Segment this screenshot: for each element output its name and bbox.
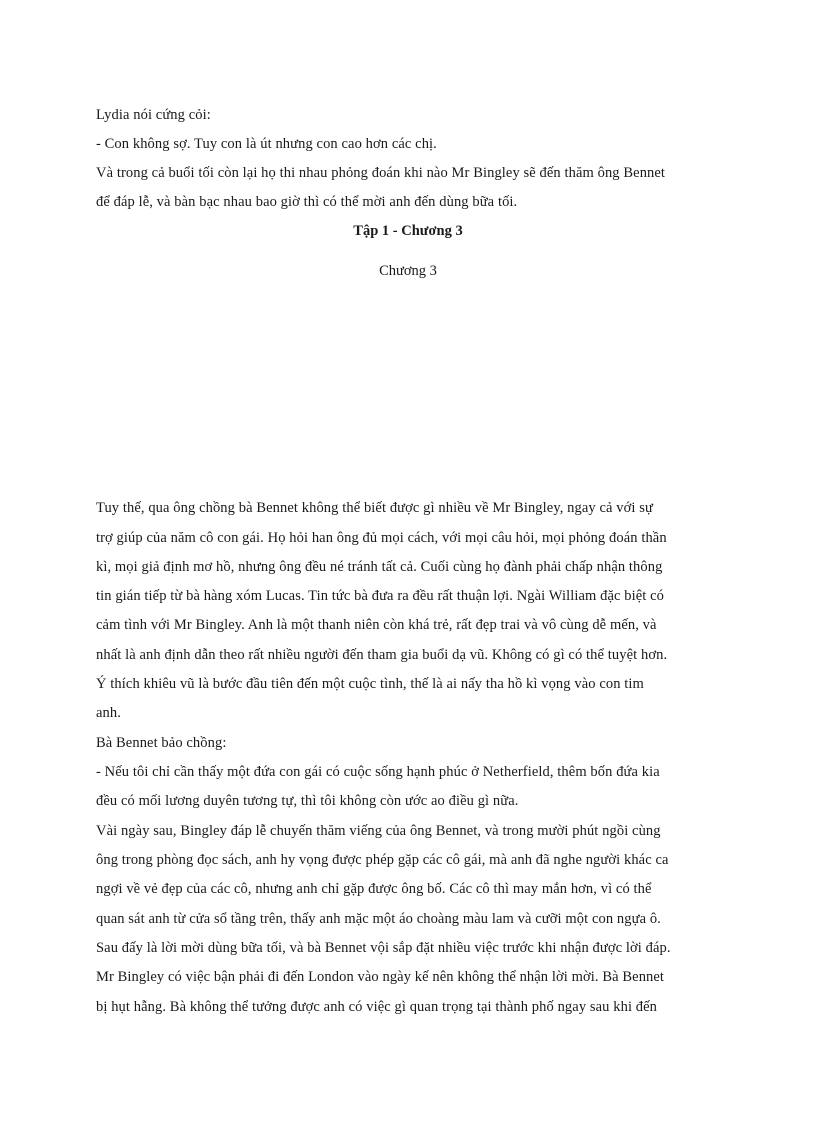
chapter-subtitle: Chương 3 [379, 263, 437, 279]
text-line: bị hụt hẫng. Bà không thể tưởng được anh có việc gì quan trọng tại thành phố ngay sau khi đến [96, 999, 658, 1015]
text-line: Mr Bingley có việc bận phải đi đến London vào ngày kế nên không thể nhận lời mời. Bà Bennet [96, 969, 665, 985]
text-line: kì, mọi giả định mơ hồ, nhưng ông đều né tránh tất cả. Cuối cùng họ đành phải chấp nhận thông [96, 559, 663, 575]
text-line: trợ giúp của năm cô con gái. Họ hỏi han ông đủ mọi cách, với mọi câu hỏi, mọi phỏng đoán thần [96, 530, 667, 546]
text-line: ngợi về vẻ đẹp của các cô, nhưng anh chỉ gặp được ông bố. Các cô thì may mắn hơn, vì có thể [96, 881, 652, 897]
text-line: quan sát anh từ cửa sổ tầng trên, thấy anh mặc một áo choàng màu lam và cưỡi một con ngựa ô. [96, 911, 661, 927]
text-line: Bà Bennet bảo chồng: [96, 735, 227, 751]
text-line: Ý thích khiêu vũ là bước đầu tiên đến một cuộc tình, thế là ai nấy tha hồ kì vọng vào con tim [96, 676, 644, 692]
text-line: - Con không sợ. Tuy con là út nhưng con cao hơn các chị. [96, 136, 437, 152]
chapter-title: Tập 1 - Chương 3 [353, 223, 463, 239]
text-line: để đáp lễ, và bàn bạc nhau bao giờ thì có thể mời anh đến dùng bữa tối. [96, 194, 518, 210]
text-line: Sau đấy là lời mời dùng bữa tối, và bà Bennet vội sắp đặt nhiều việc trước khi nhận được lời đáp. [96, 940, 671, 956]
text-line: tin gián tiếp từ bà hàng xóm Lucas. Tin tức bà đưa ra đều rất thuận lợi. Ngài William đặc biệt có [96, 588, 665, 604]
text-line: cảm tình với Mr Bingley. Anh là một thanh niên còn khá trẻ, rất đẹp trai và vô cùng dễ mến, và [96, 617, 657, 633]
text-line: ông trong phòng đọc sách, anh hy vọng được phép gặp các cô gái, mà anh đã nghe người khác ca [96, 852, 669, 868]
text-line: anh. [96, 705, 121, 721]
text-line: nhất là anh định dẫn theo rất nhiều người đến tham gia buổi dạ vũ. Không có gì có thể tuyệt hơn. [96, 647, 668, 663]
text-line: Vài ngày sau, Bingley đáp lễ chuyến thăm viếng của ông Bennet, và trong mười phút ngồi cùng [96, 823, 661, 839]
text-line: Lydia nói cứng cỏi: [96, 107, 211, 123]
text-line: đều có mối lương duyên tương tự, thì tôi không còn ước ao điều gì nữa. [96, 793, 519, 809]
text-line: Và trong cả buổi tối còn lại họ thi nhau phỏng đoán khi nào Mr Bingley sẽ đến thăm ông Bennet [96, 165, 666, 181]
text-line: - Nếu tôi chỉ cần thấy một đứa con gái có cuộc sống hạnh phúc ở Netherfield, thêm bốn đứa kia [96, 764, 660, 780]
text-line: Tuy thế, qua ông chồng bà Bennet không thể biết được gì nhiều về Mr Bingley, ngay cả với sự [96, 500, 653, 516]
